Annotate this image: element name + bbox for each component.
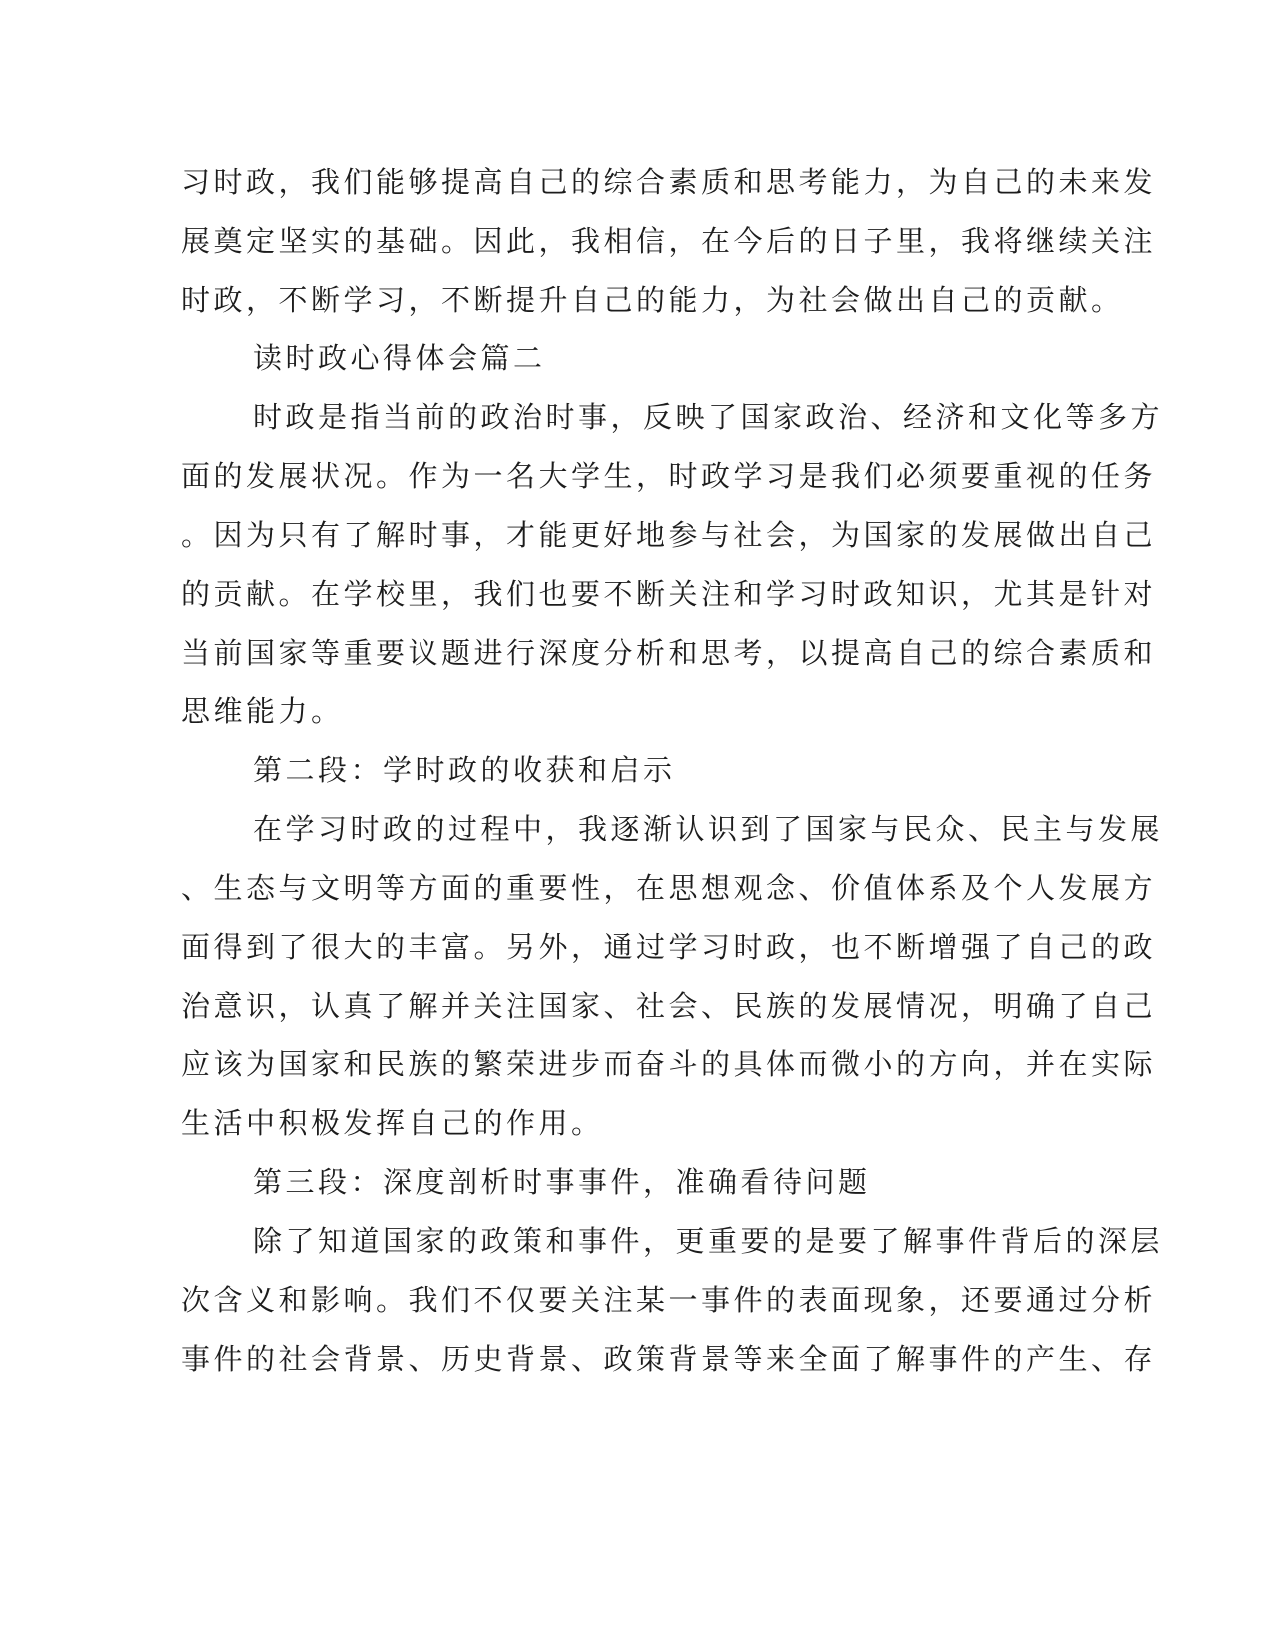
body-text-line: 时政，不断学习，不断提升自己的能力，为社会做出自己的贡献。: [181, 283, 1124, 317]
body-text-line: 次含义和影响。我们不仅要关注某一事件的表面现象，还要通过分析: [181, 1283, 1157, 1317]
body-text-line: 除了知道国家的政策和事件，更重要的是要了解事件背后的深层: [253, 1224, 1164, 1258]
body-text-line: 。因为只有了解时事，才能更好地参与社会，为国家的发展做出自己: [181, 518, 1157, 552]
section-heading: 第三段：深度剖析时事事件，准确看待问题: [253, 1165, 871, 1199]
body-text-line: 治意识，认真了解并关注国家、社会、民族的发展情况，明确了自己: [181, 989, 1157, 1023]
body-text-line: 当前国家等重要议题进行深度分析和思考，以提高自己的综合素质和: [181, 636, 1157, 670]
section-heading: 第二段：学时政的收获和启示: [253, 753, 676, 787]
body-text-line: 习时政，我们能够提高自己的综合素质和思考能力，为自己的未来发: [181, 165, 1157, 199]
body-text-line: 在学习时政的过程中，我逐渐认识到了国家与民众、民主与发展: [253, 812, 1164, 846]
body-text-line: 面得到了很大的丰富。另外，通过学习时政，也不断增强了自己的政: [181, 930, 1157, 964]
body-text-line: 思维能力。: [181, 694, 344, 728]
body-text-line: 应该为国家和民族的繁荣进步而奋斗的具体而微小的方向，并在实际: [181, 1047, 1157, 1081]
section-heading: 读时政心得体会篇二: [253, 341, 546, 375]
body-text-line: 生活中积极发挥自己的作用。: [181, 1106, 604, 1140]
body-text-line: 事件的社会背景、历史背景、政策背景等来全面了解事件的产生、存: [181, 1342, 1157, 1376]
body-text-line: 展奠定坚实的基础。因此，我相信，在今后的日子里，我将继续关注: [181, 224, 1157, 258]
body-text-line: 、生态与文明等方面的重要性，在思想观念、价值体系及个人发展方: [181, 871, 1157, 905]
body-text-line: 的贡献。在学校里，我们也要不断关注和学习时政知识，尤其是针对: [181, 577, 1157, 611]
body-text-line: 面的发展状况。作为一名大学生，时政学习是我们必须要重视的任务: [181, 459, 1157, 493]
body-text-line: 时政是指当前的政治时事，反映了国家政治、经济和文化等多方: [253, 400, 1164, 434]
